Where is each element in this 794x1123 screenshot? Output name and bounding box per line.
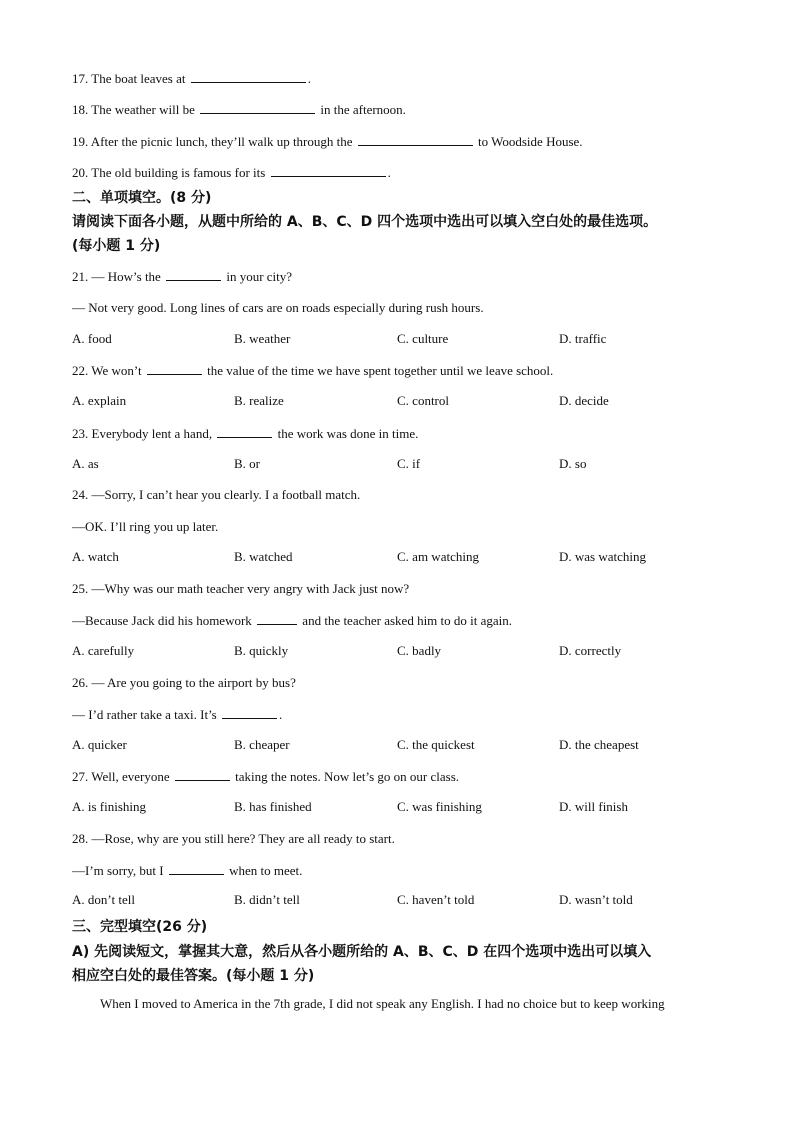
- line-text-post: the value of the time we have spent together until we leave school.: [203, 363, 554, 378]
- line-text-post: in the afternoon.: [317, 102, 406, 117]
- answer-option[interactable]: A. as: [72, 456, 99, 471]
- line-text: 27. Well, everyone: [72, 769, 173, 784]
- section-heading: 二、单项填空。(8 分): [72, 190, 212, 206]
- section-heading: 三、完型填空(26 分): [72, 919, 208, 935]
- answer-option[interactable]: D. traffic: [559, 331, 607, 346]
- answer-option[interactable]: A. food: [72, 331, 112, 346]
- passage-text: When I moved to America in the 7th grade, I did not speak any English. I had no choice but to keep working: [100, 996, 665, 1011]
- question-stem: [72, 862, 302, 879]
- question-stem: [72, 768, 459, 785]
- answer-option[interactable]: D. the cheapest: [559, 737, 639, 752]
- answer-blank[interactable]: [217, 425, 272, 438]
- line-text: — Not very good. Long lines of cars are on roads especially during rush hours.: [72, 300, 484, 315]
- answer-blank[interactable]: [271, 164, 386, 177]
- line-text-post: when to meet.: [225, 863, 303, 878]
- fill-item: [72, 164, 391, 181]
- answer-option[interactable]: C. if: [397, 456, 421, 471]
- line-text-post: and the teacher asked him to do it again.: [299, 613, 513, 628]
- line-text-post: a football match.: [272, 487, 361, 502]
- answer-option[interactable]: B. or: [234, 456, 260, 471]
- answer-option[interactable]: C. was finishing: [397, 799, 482, 814]
- line-text: —Because Jack did his homework: [72, 613, 256, 628]
- section-instruction: 请阅读下面各小题，从题中所给的 A、B、C、D 四个选项中选出可以填入空白处的最佳选项。: [72, 214, 658, 230]
- answer-option[interactable]: D. wasn’t told: [559, 892, 633, 907]
- question-stem: [72, 487, 360, 503]
- answer-blank[interactable]: [191, 70, 306, 83]
- answer-option[interactable]: B. didn’t tell: [234, 892, 300, 907]
- fill-item: [72, 133, 583, 150]
- question-stem: [72, 362, 553, 379]
- line-text: 22. We won’t: [72, 363, 145, 378]
- answer-option[interactable]: B. has finished: [234, 799, 312, 814]
- section-instruction: A) 先阅读短文，掌握其大意，然后从各小题所给的 A、B、C、D 在四个选项中选出可以填入: [72, 944, 652, 960]
- question-stem: [72, 425, 418, 442]
- question-stem: [72, 612, 512, 629]
- answer-option[interactable]: A. don’t tell: [72, 892, 135, 907]
- line-text: —OK. I’ll ring you up later.: [72, 519, 219, 534]
- answer-option[interactable]: A. quicker: [72, 737, 127, 752]
- answer-option[interactable]: A. carefully: [72, 643, 135, 658]
- question-stem: [72, 581, 409, 597]
- answer-option[interactable]: A. explain: [72, 393, 127, 408]
- line-text: 26. — Are you going to the airport by bus?: [72, 675, 296, 690]
- line-text: 17. The boat leaves at: [72, 71, 189, 86]
- line-text: 25. —Why was our math teacher very angry with Jack just now?: [72, 581, 410, 596]
- answer-option[interactable]: D. will finish: [559, 799, 628, 814]
- question-stem: [72, 519, 218, 535]
- line-text-post: taking the notes. Now let’s go on our class.: [231, 769, 459, 784]
- question-stem: [72, 706, 282, 723]
- answer-blank[interactable]: [200, 101, 315, 114]
- line-text: 21. — How’s the: [72, 269, 165, 284]
- answer-option[interactable]: D. was watching: [559, 549, 647, 564]
- answer-option[interactable]: B. realize: [234, 393, 284, 408]
- line-text-post: to Woodside House.: [474, 134, 583, 149]
- line-text: —I’m sorry, but I: [72, 863, 167, 878]
- answer-option[interactable]: C. control: [397, 393, 449, 408]
- line-text-post: .: [307, 71, 311, 86]
- question-stem: [72, 268, 292, 285]
- answer-option[interactable]: D. decide: [559, 393, 609, 408]
- line-text: 28. —Rose, why are you still here? They are all ready to start.: [72, 831, 395, 846]
- answer-option[interactable]: B. cheaper: [234, 737, 290, 752]
- answer-option[interactable]: C. culture: [397, 331, 449, 346]
- fill-item: [72, 70, 311, 87]
- line-text-post: in your city?: [223, 269, 293, 284]
- answer-blank[interactable]: [147, 362, 202, 375]
- answer-option[interactable]: C. badly: [397, 643, 442, 658]
- answer-option[interactable]: B. quickly: [234, 643, 289, 658]
- answer-blank[interactable]: [169, 862, 224, 875]
- line-text-post: the work was done in time.: [274, 426, 419, 441]
- answer-blank[interactable]: [257, 612, 297, 625]
- line-text: — I’d rather take a taxi. It’s: [72, 707, 220, 722]
- answer-blank[interactable]: [222, 706, 277, 719]
- section-instruction: 相应空白处的最佳答案。(每小题 1 分): [72, 968, 315, 984]
- answer-option[interactable]: C. the quickest: [397, 737, 475, 752]
- fill-item: [72, 101, 406, 118]
- line-text: 20. The old building is famous for its: [72, 165, 269, 180]
- answer-option[interactable]: C. am watching: [397, 549, 479, 564]
- answer-blank[interactable]: [166, 268, 221, 281]
- answer-option[interactable]: D. so: [559, 456, 587, 471]
- line-text-post: .: [279, 707, 283, 722]
- line-text: 23. Everybody lent a hand,: [72, 426, 216, 441]
- answer-option[interactable]: A. is finishing: [72, 799, 147, 814]
- line-text: 24. —Sorry, I can’t hear you clearly. I: [72, 487, 273, 502]
- line-text-post: .: [387, 165, 391, 180]
- question-stem: [72, 831, 395, 847]
- answer-option[interactable]: B. weather: [234, 331, 291, 346]
- answer-option[interactable]: C. haven’t told: [397, 892, 475, 907]
- line-text: 18. The weather will be: [72, 102, 199, 117]
- answer-blank[interactable]: [175, 768, 230, 781]
- answer-option[interactable]: D. correctly: [559, 643, 622, 658]
- line-text: 19. After the picnic lunch, they’ll walk up through the: [72, 134, 356, 149]
- section-instruction: (每小题 1 分): [72, 238, 161, 254]
- answer-option[interactable]: B. watched: [234, 549, 293, 564]
- question-stem: [72, 675, 296, 691]
- answer-option[interactable]: A. watch: [72, 549, 119, 564]
- answer-blank[interactable]: [358, 133, 473, 146]
- question-stem: [72, 300, 484, 316]
